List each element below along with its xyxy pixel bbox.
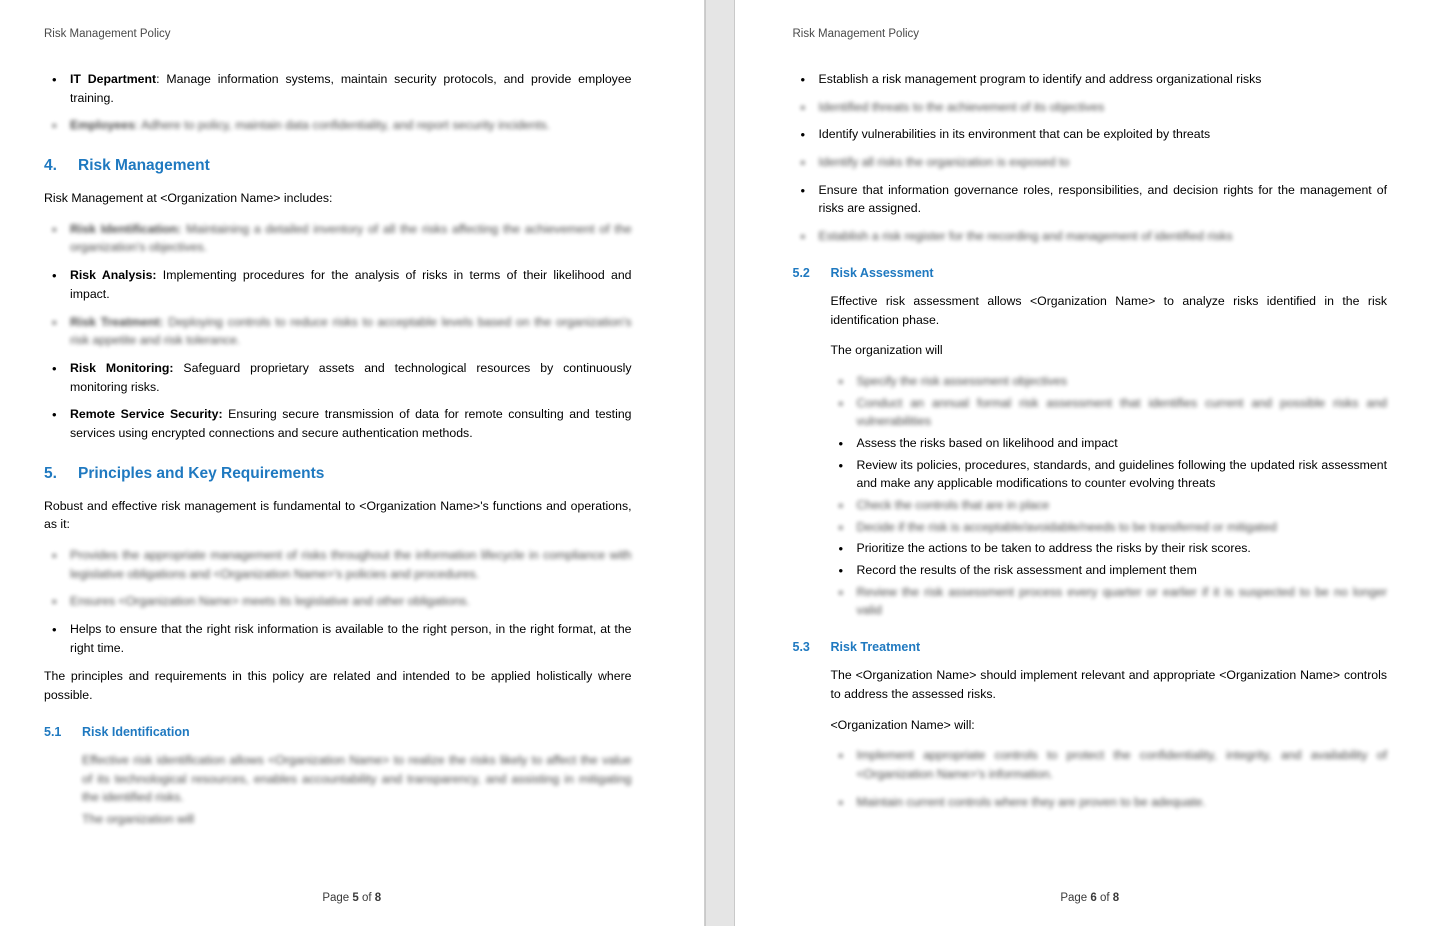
section-5-intro: Robust and effective risk management is fundamental to <Organization Name>'s functions and operations, as it: xyxy=(44,498,632,532)
list-item-label: Employees xyxy=(70,118,135,133)
principles-list xyxy=(44,546,632,657)
footer-total-pages: 8 xyxy=(374,892,382,904)
subsection-title: Risk Identification xyxy=(82,724,190,739)
list-item: • Ensures <Organization Name> meets its legislative and other obligations. xyxy=(70,592,632,611)
subsection-heading-5-1 xyxy=(44,725,632,739)
subsection-number: 5.1 xyxy=(44,724,62,739)
list-item: • Check the controls that are in place xyxy=(857,496,1388,515)
section-5-closing: The principles and requirements in this policy are related and intended to be applied holistically where possible. xyxy=(44,669,632,703)
list-item: • Helps to ensure that the right risk information is available to the right person, in the right format, at the right time. xyxy=(70,620,632,657)
list-item: • Specify the risk assessment objectives xyxy=(857,372,1388,391)
subsection-heading-5-3 xyxy=(793,640,1388,654)
list-item-text: Maintaining a detailed inventory of all the risks affecting the achievement of the organization's objectives. xyxy=(70,221,632,255)
list-item: • Assess the risks based on likelihood and impact xyxy=(857,434,1388,453)
section-heading-5 xyxy=(44,465,632,483)
list-item: • Conduct an annual formal risk assessment that identifies current and possible risks and vulnerabilities xyxy=(857,394,1388,431)
list-item-label: Risk Treatment: xyxy=(70,314,164,329)
page-footer xyxy=(735,892,1445,904)
list-item xyxy=(70,220,632,257)
paragraph: The organization will xyxy=(830,343,943,358)
footer-page-number: 5 xyxy=(352,892,359,904)
list-item xyxy=(70,266,632,303)
risk-program-list xyxy=(793,70,1388,246)
risk-treatment-list xyxy=(831,746,1388,811)
section-number: 4. xyxy=(44,157,57,175)
list-item: • Identified threats to the achievement of its objectives xyxy=(819,98,1388,117)
section-title: Risk Management xyxy=(78,157,210,175)
list-item-text: Safeguard proprietary assets and technological resources by continuously monitoring risks. xyxy=(70,360,632,394)
list-item-text: Implementing procedures for the analysis of risks in terms of their likelihood and impact. xyxy=(70,268,632,301)
paragraph: The <Organization Name> should implement relevant and appropriate <Organization Name> controls to address the assessed risks. xyxy=(830,668,1388,701)
list-item: • Ensure that information governance roles, responsibilities, and decision rights for the management of risks are assigned. xyxy=(819,181,1388,218)
subsection-5-2-body xyxy=(793,292,1388,620)
list-item-label: Risk Identification: xyxy=(70,221,182,236)
list-item: • Review the risk assessment process every quarter or earlier if it is suspected to be no longer valid xyxy=(857,583,1388,620)
subsection-title: Risk Treatment xyxy=(830,640,921,655)
list-item: • Identify vulnerabilities in its environment that can be exploited by threats xyxy=(819,125,1388,144)
list-item: • Decide if the risk is acceptable/avoidable/needs to be transferred or mitigated xyxy=(857,518,1388,537)
list-item: • Establish a risk management program to identify and address organizational risks xyxy=(819,70,1388,89)
page-header: Risk Management Policy xyxy=(44,28,171,40)
subsection-number: 5.3 xyxy=(792,640,810,655)
subsection-5-3-body xyxy=(793,666,1388,811)
list-item: • Record the results of the risk assessment and implement them xyxy=(857,561,1388,580)
footer-total-pages: 8 xyxy=(1112,892,1120,904)
section-title: Principles and Key Requirements xyxy=(78,464,325,482)
footer-middle: of xyxy=(358,892,375,904)
list-item: • Identify all risks the organization is exposed to xyxy=(819,153,1388,172)
subsection-5-1-body xyxy=(44,751,632,829)
paragraph: The organization will xyxy=(82,811,195,826)
page-header: Risk Management Policy xyxy=(792,28,920,40)
page-left xyxy=(0,0,705,926)
list-item-label: IT Department xyxy=(70,72,157,86)
subsection-title: Risk Assessment xyxy=(830,265,934,280)
footer-prefix: Page xyxy=(322,892,353,904)
list-item: • Maintain current controls where they are proven to be adequate. xyxy=(857,793,1388,812)
list-item: • Prioritize the actions to be taken to address the risks by their risk scores. xyxy=(857,539,1388,558)
list-item: • Review its policies, procedures, standards, and guidelines following the updated risk assessment and make any applicable modifications to counter evolving threats xyxy=(857,456,1388,493)
section-heading-4 xyxy=(44,157,632,175)
section-4-intro: Risk Management at <Organization Name> includes: xyxy=(44,191,333,206)
list-item-text: : Adhere to policy, maintain data confidentiality, and report security incidents. xyxy=(134,118,551,133)
list-item xyxy=(70,116,632,135)
list-item: • Establish a risk register for the recording and management of identified risks xyxy=(819,227,1388,246)
page-right xyxy=(735,0,1445,926)
footer-page-number: 6 xyxy=(1090,892,1097,904)
risk-management-list xyxy=(44,220,632,443)
list-item-label: Remote Service Security: xyxy=(70,407,223,422)
footer-prefix: Page xyxy=(1060,892,1091,904)
list-item: • Provides the appropriate management of risks throughout the information lifecycle in compliance with legislative obligations and <Organization Name>'s policies and procedures. xyxy=(70,546,632,583)
list-item-label: Risk Monitoring: xyxy=(70,360,174,375)
list-item-label: Risk Analysis: xyxy=(70,268,157,283)
footer-middle: of xyxy=(1096,892,1113,904)
list-item xyxy=(70,359,632,396)
page-gutter xyxy=(705,0,735,926)
responsibilities-list xyxy=(44,70,632,135)
paragraph: Effective risk identification allows <Organization Name> to realize the risks likely to affect the value of its technological resources, enables accountability and transparency, and assisting in mitigating the identified risks. xyxy=(82,752,632,805)
paragraph: <Organization Name> will: xyxy=(830,717,975,732)
list-item xyxy=(70,405,632,442)
risk-assessment-list xyxy=(831,372,1388,620)
list-item-text: Ensuring secure transmission of data for remote consulting and testing services using encrypted connections and secure authentication methods. xyxy=(70,407,632,440)
list-item: • Implement appropriate controls to protect the confidentiality, integrity, and availability of <Organization Name>'s information. xyxy=(857,746,1388,783)
paragraph: Effective risk assessment allows <Organization Name> to analyze risks identified in the risk identification phase. xyxy=(830,293,1388,327)
list-item-text: Deploying controls to reduce risks to acceptable levels based on the organization's risk appetite and risk tolerance. xyxy=(70,314,632,348)
list-item-text: : Manage information systems, maintain security protocols, and provide employee training. xyxy=(70,72,632,105)
list-item xyxy=(70,313,632,350)
page-footer xyxy=(0,892,704,904)
section-number: 5. xyxy=(44,464,57,482)
subsection-heading-5-2 xyxy=(793,266,1388,280)
list-item xyxy=(70,70,632,107)
subsection-number: 5.2 xyxy=(792,265,810,280)
